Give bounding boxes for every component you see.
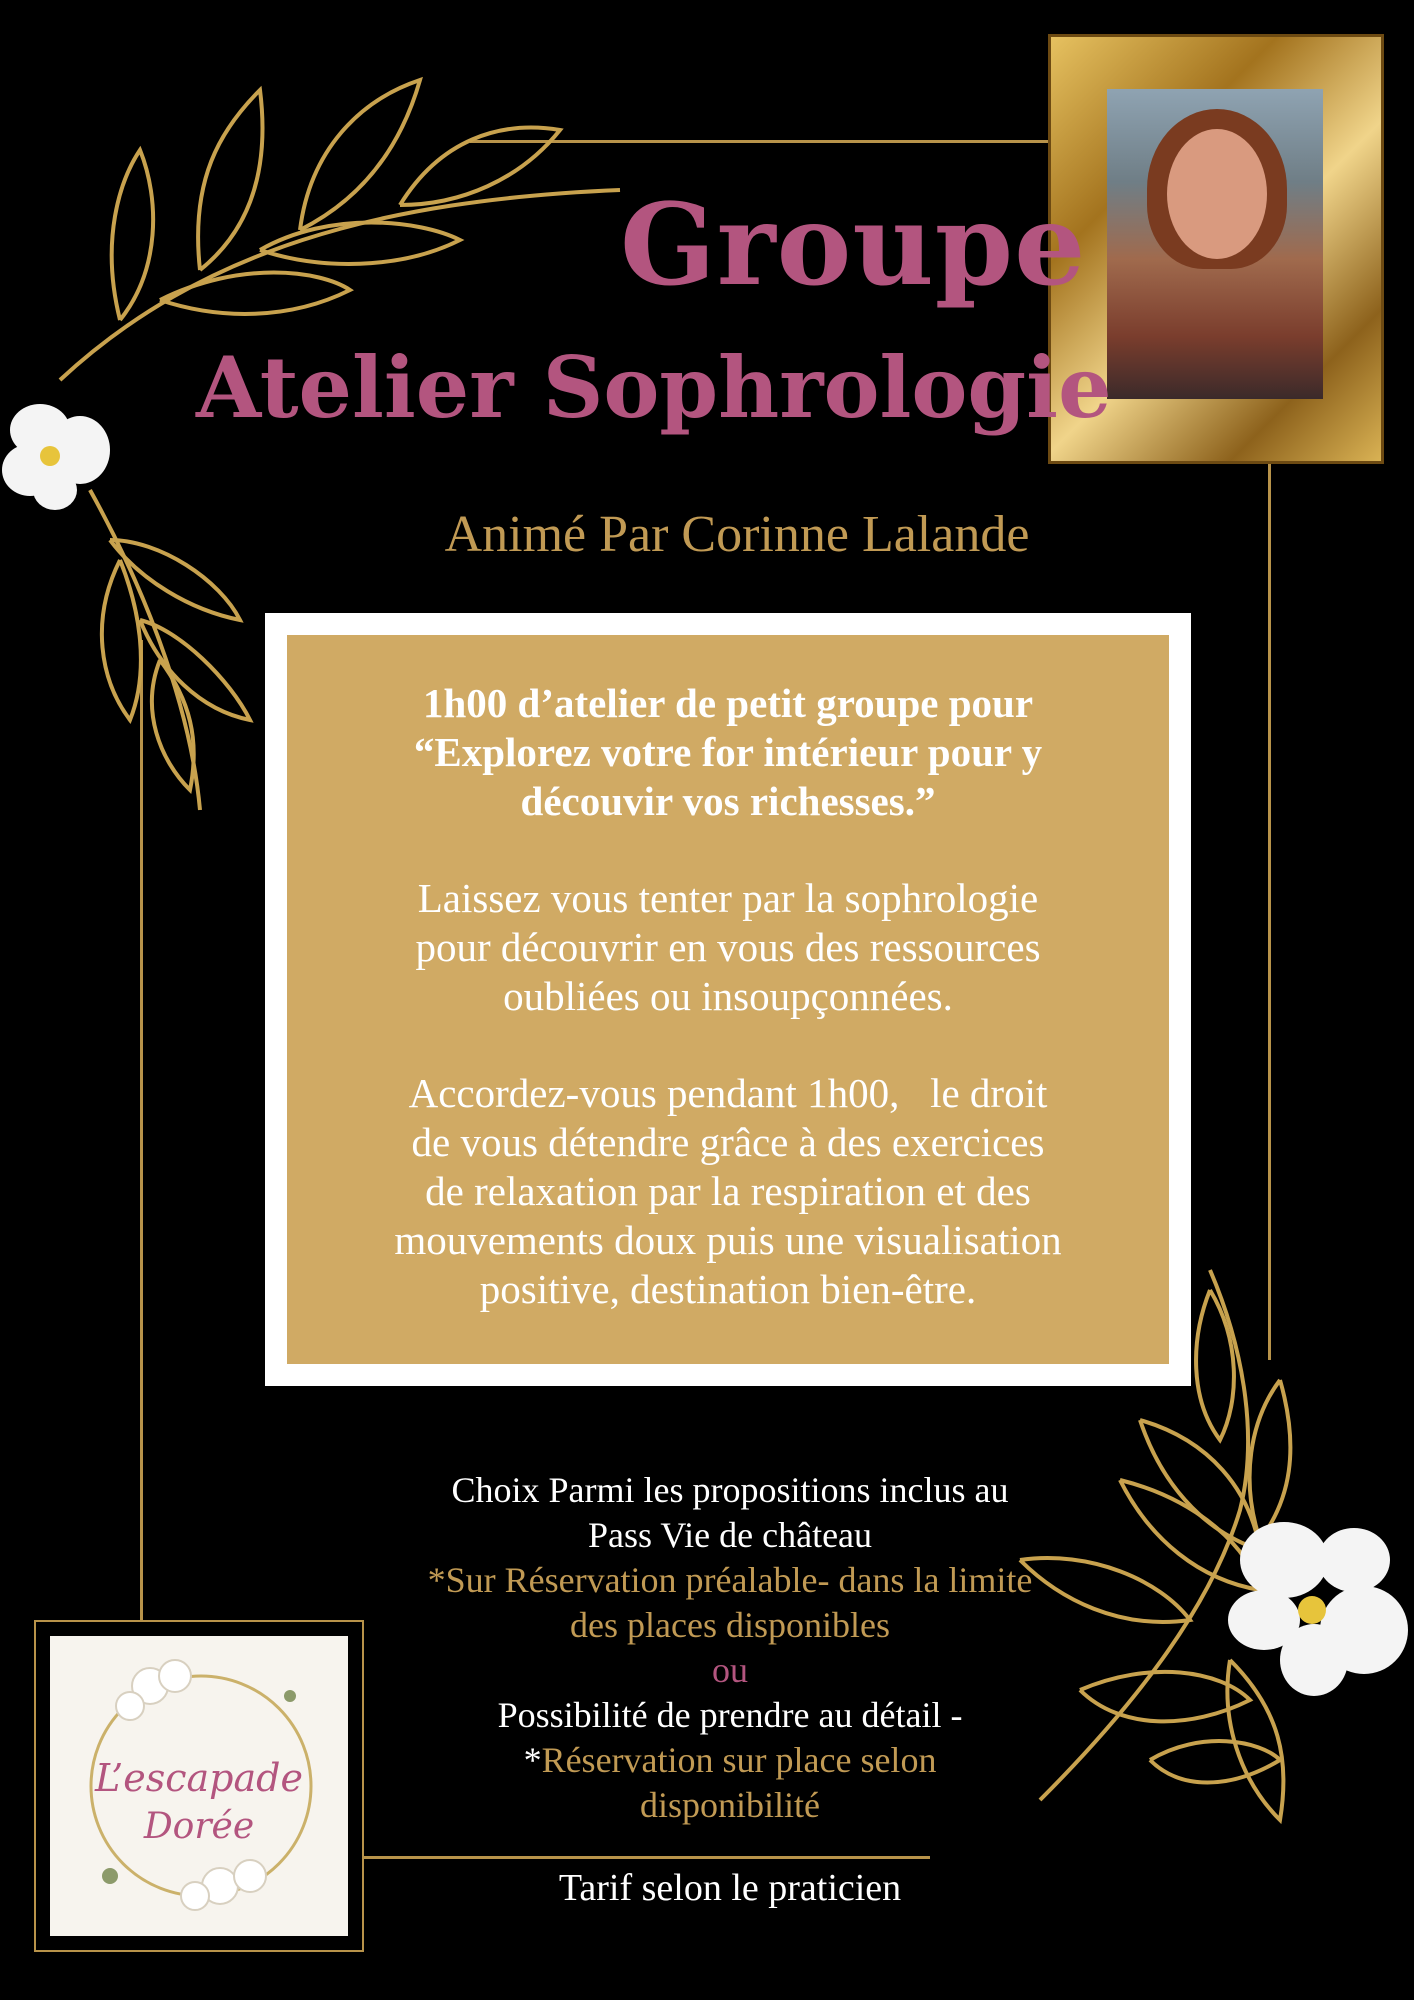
footer-line-6	[300, 1738, 1160, 1783]
info-p2-line-1: Laissez vous tenter par la sophrologie	[417, 875, 1039, 921]
footer-line-6-text: Réservation sur place selon	[541, 1740, 937, 1780]
frame-line-right	[1268, 460, 1271, 1360]
info-p3-line-5: positive, destination bien-être.	[479, 1266, 977, 1312]
footer-line-2: Pass Vie de château	[587, 1515, 873, 1555]
title-line-1: Groupe	[620, 180, 1087, 311]
info-p3-line-2: de vous détendre grâce à des exercices	[411, 1119, 1045, 1165]
info-p3-line-1: Accordez-vous pendant 1h00, le droit	[408, 1070, 1048, 1116]
info-p2-line-2: pour découvrir en vous des ressources	[415, 924, 1041, 970]
info-p3-line-4: mouvements doux puis une visualisation	[394, 1217, 1062, 1263]
footer-line-4: des places disponibles	[570, 1605, 890, 1645]
info-p2-line-3: oubliées ou insoupçonnées.	[503, 973, 953, 1019]
logo-escapade-doree	[34, 1620, 364, 1952]
portrait-photo	[1107, 89, 1323, 399]
info-bold-line-1: 1h00 d’atelier de petit groupe pour	[422, 680, 1034, 726]
info-bold-line-2: “Explorez votre for intérieur pour y	[413, 729, 1043, 775]
logo-inner	[50, 1636, 348, 1936]
tarif-text: Tarif selon le praticien	[558, 1867, 902, 1909]
orchid-flower-bottom-right-icon	[1214, 1510, 1414, 1710]
footer-line-7: disponibilité	[640, 1785, 820, 1825]
portrait-face	[1167, 129, 1267, 259]
footer-line-6-star: *	[523, 1740, 542, 1780]
info-box-inner	[287, 635, 1169, 1364]
logo-text-line-1: L’escapade	[95, 1756, 303, 1800]
footer-text	[300, 1468, 1160, 1828]
title-line-2: Atelier Sophrologie	[196, 338, 1112, 437]
info-bold-line-3: découvir vos richesses.”	[520, 778, 936, 824]
frame-line-bottom	[360, 1856, 930, 1859]
logo-text-line-2: Dorée	[143, 1806, 255, 1847]
orchid-flower-top-left-icon	[0, 390, 120, 520]
info-box	[265, 613, 1191, 1386]
info-p3-line-3: de relaxation par la respiration et des	[425, 1168, 1031, 1214]
footer-line-5: Possibilité de prendre au détail -	[497, 1695, 963, 1735]
footer-line-1: Choix Parmi les propositions inclus au	[451, 1470, 1009, 1510]
footer-or: ou	[712, 1650, 748, 1690]
subtitle: Animé Par Corinne Lalande	[444, 506, 1030, 563]
footer-line-3: *Sur Réservation préalable- dans la limite	[427, 1560, 1033, 1600]
